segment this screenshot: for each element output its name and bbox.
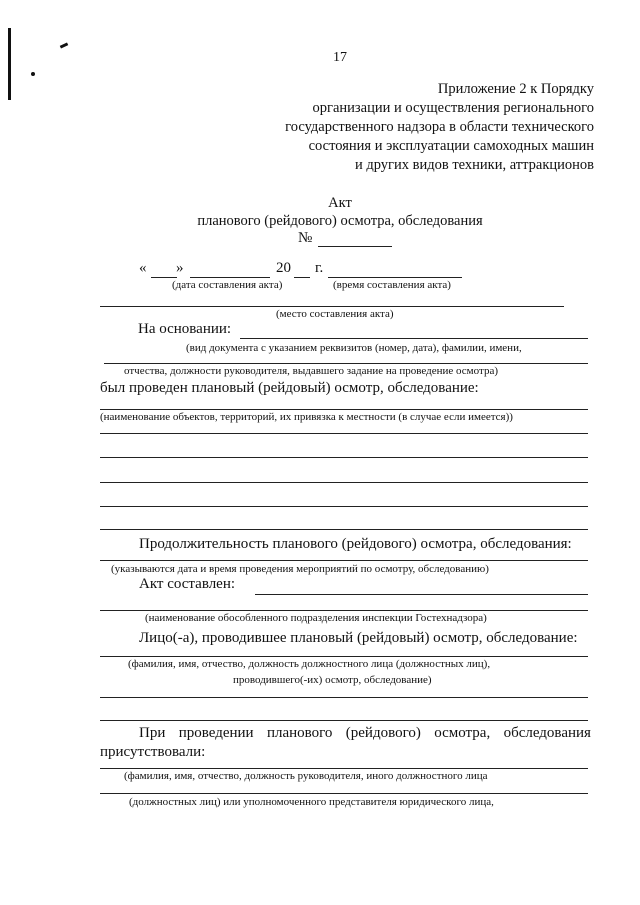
present-word: При [139,725,166,741]
present-word: проведении [178,725,254,741]
time-caption: (время составления акта) [333,279,451,291]
basis-field-2[interactable] [104,363,588,364]
day-field[interactable] [151,277,177,278]
place-field[interactable] [100,306,564,307]
compiled-caption: (наименование обособленного подразделения инспекции Гостехнадзора) [145,612,487,624]
present-word: обследования [503,725,591,741]
act-number-label: № [298,230,313,246]
inspection-label: был проведен плановый (рейдовый) осмотр, обследование: [100,380,479,396]
present-field-2[interactable] [100,793,588,794]
inspector-caption-1: (фамилия, имя, отчество, должность должностного лица (должностных лиц), [128,658,491,670]
present-field[interactable] [100,768,588,769]
present-word: (рейдового) [345,725,421,741]
appendix-line: состояния и эксплуатации самоходных машин [308,138,594,154]
inspection-field-4[interactable] [100,482,588,483]
duration-field[interactable] [100,560,588,561]
duration-caption: (указываются дата и время проведения мероприятий по осмотру, обследованию) [111,563,489,575]
year-field[interactable] [294,277,310,278]
inspector-field[interactable] [100,656,588,657]
time-field[interactable] [328,277,462,278]
inspection-field-3[interactable] [100,457,588,458]
present-caption-1: (фамилия, имя, отчество, должность руководителя, иного должностного лица [124,770,488,782]
inspection-caption: (наименование объектов, территорий, их привязка к местности (в случае если имеется)) [100,411,513,423]
inspector-label: Лицо(-а), проводившее плановый (рейдовый) осмотр, обследование: [139,630,578,646]
month-field[interactable] [190,277,270,278]
basis-caption-1: (вид документа с указанием реквизитов (номер, дата), фамилии, имени, [186,342,522,354]
appendix-header [214,80,594,175]
inspection-field-6[interactable] [100,529,588,530]
basis-label: На основании: [138,321,232,337]
compiled-label: Акт составлен: [139,576,236,592]
inspection-field-5[interactable] [100,506,588,507]
duration-label: Продолжительность планового (рейдового) осмотра, обследования: [139,536,572,552]
inspector-caption-2: проводившего(-их) осмотр, обследование) [233,674,432,686]
act-title: Акт [328,195,352,211]
present-line-1 [139,725,591,742]
present-line-2: присутствовали: [100,744,206,760]
scan-dot [31,72,35,76]
appendix-line: организации и осуществления регионального [312,100,594,116]
compiled-field[interactable] [255,594,588,595]
inspection-field[interactable] [100,409,588,410]
place-caption: (место составления акта) [276,308,394,320]
present-caption-2: (должностных лиц) или уполномоченного представителя юридического лица, [129,796,494,808]
year-suffix: г. [315,260,324,276]
compiled-field-2[interactable] [100,610,588,611]
present-word: осмотра, [434,725,491,741]
basis-caption-2: отчества, должности руководителя, выдавшего задание на проведение осмотра) [124,365,498,377]
inspector-field-2[interactable] [100,697,588,698]
date-quote-close: » [176,260,184,276]
appendix-line: и других видов техники, аттракционов [354,157,594,173]
page-number: 17 [333,50,347,65]
present-word: планового [266,725,333,741]
appendix-line: государственного надзора в области технического [285,119,594,135]
year-prefix: 20 [276,260,291,276]
appendix-line: Приложение 2 к Порядку [437,81,594,97]
scan-speck [60,42,69,48]
inspection-field-2[interactable] [100,433,588,434]
act-number-field[interactable] [318,246,392,247]
basis-field[interactable] [240,338,588,339]
date-caption: (дата составления акта) [172,279,283,291]
date-quote-open: « [139,260,147,276]
inspector-field-3[interactable] [100,720,588,721]
act-subtitle: планового (рейдового) осмотра, обследования [197,213,483,229]
